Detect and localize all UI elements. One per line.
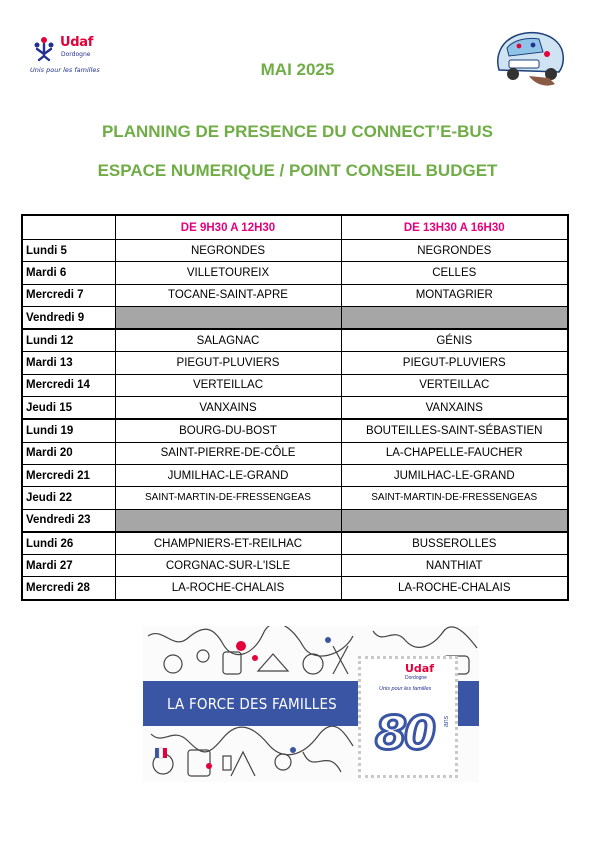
table-row [22, 374, 568, 396]
afternoon-cell: NANTHIAT [341, 555, 568, 577]
table-row [22, 555, 568, 577]
closed-cell [115, 509, 341, 532]
table-row [22, 577, 568, 600]
table-row [22, 352, 568, 374]
anniversary-banner [143, 626, 479, 782]
month-title: MAI 2025 [260, 60, 335, 79]
morning-cell: SAINT-PIERRE-DE-CÔLE [115, 442, 341, 464]
udaf-family-icon [33, 36, 55, 62]
planning-title: PLANNING DE PRESENCE DU CONNECT’E-BUS [101, 122, 494, 141]
header-morning: DE 9H30 A 12H30 [115, 215, 341, 240]
table-row-closed [22, 509, 568, 532]
morning-cell: LA-ROCHE-CHALAIS [115, 577, 341, 600]
table-row [22, 532, 568, 555]
afternoon-cell: VERTEILLAC [341, 374, 568, 396]
planning-subtitle: ESPACE NUMERIQUE / POINT CONSEIL BUDGET [97, 161, 498, 180]
day-cell: Mardi 13 [22, 352, 115, 374]
morning-cell: BOURG-DU-BOST [115, 419, 341, 442]
anniversary-unit: ans [443, 715, 451, 728]
table-row [22, 262, 568, 284]
stamp-logo-slogan: Unis pour les familles [379, 686, 432, 692]
afternoon-cell: MONTAGRIER [341, 284, 568, 306]
table-row [22, 442, 568, 464]
table-row [22, 284, 568, 306]
day-cell: Jeudi 15 [22, 397, 115, 420]
closed-cell [341, 306, 568, 329]
table-row-closed [22, 306, 568, 329]
closed-cell [115, 306, 341, 329]
day-cell: Vendredi 23 [22, 509, 115, 532]
logo-name: Udaf [60, 35, 94, 50]
morning-cell: VANXAINS [115, 397, 341, 420]
header-afternoon: DE 13H30 A 16H30 [341, 215, 568, 240]
closed-cell [341, 509, 568, 532]
table-row [22, 419, 568, 442]
afternoon-cell: LA-CHAPELLE-FAUCHER [341, 442, 568, 464]
day-cell: Mercredi 28 [22, 577, 115, 600]
day-cell: Mardi 6 [22, 262, 115, 284]
morning-cell: VILLETOUREIX [115, 262, 341, 284]
afternoon-cell: JUMILHAC-LE-GRAND [341, 464, 568, 486]
afternoon-cell: GÉNIS [341, 329, 568, 352]
morning-cell: NEGRONDES [115, 240, 341, 262]
afternoon-cell: SAINT-MARTIN-DE-FRESSENGEAS [341, 487, 568, 509]
header-day-cell [22, 215, 115, 240]
day-cell: Lundi 12 [22, 329, 115, 352]
day-cell: Mercredi 21 [22, 464, 115, 486]
table-row [22, 397, 568, 420]
afternoon-cell: PIEGUT-PLUVIERS [341, 352, 568, 374]
table-header-row [22, 215, 568, 240]
afternoon-cell: CELLES [341, 262, 568, 284]
anniversary-number: 80 [375, 706, 434, 760]
table-row [22, 240, 568, 262]
morning-cell: VERTEILLAC [115, 374, 341, 396]
afternoon-cell: BUSSEROLLES [341, 532, 568, 555]
morning-cell: CHAMPNIERS-ET-REILHAC [115, 532, 341, 555]
morning-cell: JUMILHAC-LE-GRAND [115, 464, 341, 486]
morning-cell: CORGNAC-SUR-L'ISLE [115, 555, 341, 577]
table-row [22, 487, 568, 509]
logo-slogan: Unis pour les familles [30, 66, 100, 74]
afternoon-cell: LA-ROCHE-CHALAIS [341, 577, 568, 600]
day-cell: Mercredi 7 [22, 284, 115, 306]
morning-cell: TOCANE-SAINT-APRE [115, 284, 341, 306]
morning-cell: SALAGNAC [115, 329, 341, 352]
afternoon-cell: NEGRONDES [341, 240, 568, 262]
morning-cell: PIEGUT-PLUVIERS [115, 352, 341, 374]
table-row [22, 329, 568, 352]
morning-cell: SAINT-MARTIN-DE-FRESSENGEAS [115, 487, 341, 509]
connecte-bus-illustration [489, 26, 567, 92]
day-cell: Jeudi 22 [22, 487, 115, 509]
banner-slogan: LA FORCE DES FAMILLES [167, 695, 337, 713]
day-cell: Lundi 26 [22, 532, 115, 555]
stamp-logo-region: Dordogne [405, 675, 427, 681]
afternoon-cell: BOUTEILLES-SAINT-SÉBASTIEN [341, 419, 568, 442]
day-cell: Vendredi 9 [22, 306, 115, 329]
day-cell: Mardi 27 [22, 555, 115, 577]
logo-region: Dordogne [61, 51, 91, 58]
table-row [22, 464, 568, 486]
schedule-table [21, 214, 569, 601]
afternoon-cell: VANXAINS [341, 397, 568, 420]
stamp-logo-name: Udaf [405, 662, 435, 675]
day-cell: Mercredi 14 [22, 374, 115, 396]
day-cell: Lundi 5 [22, 240, 115, 262]
day-cell: Mardi 20 [22, 442, 115, 464]
day-cell: Lundi 19 [22, 419, 115, 442]
